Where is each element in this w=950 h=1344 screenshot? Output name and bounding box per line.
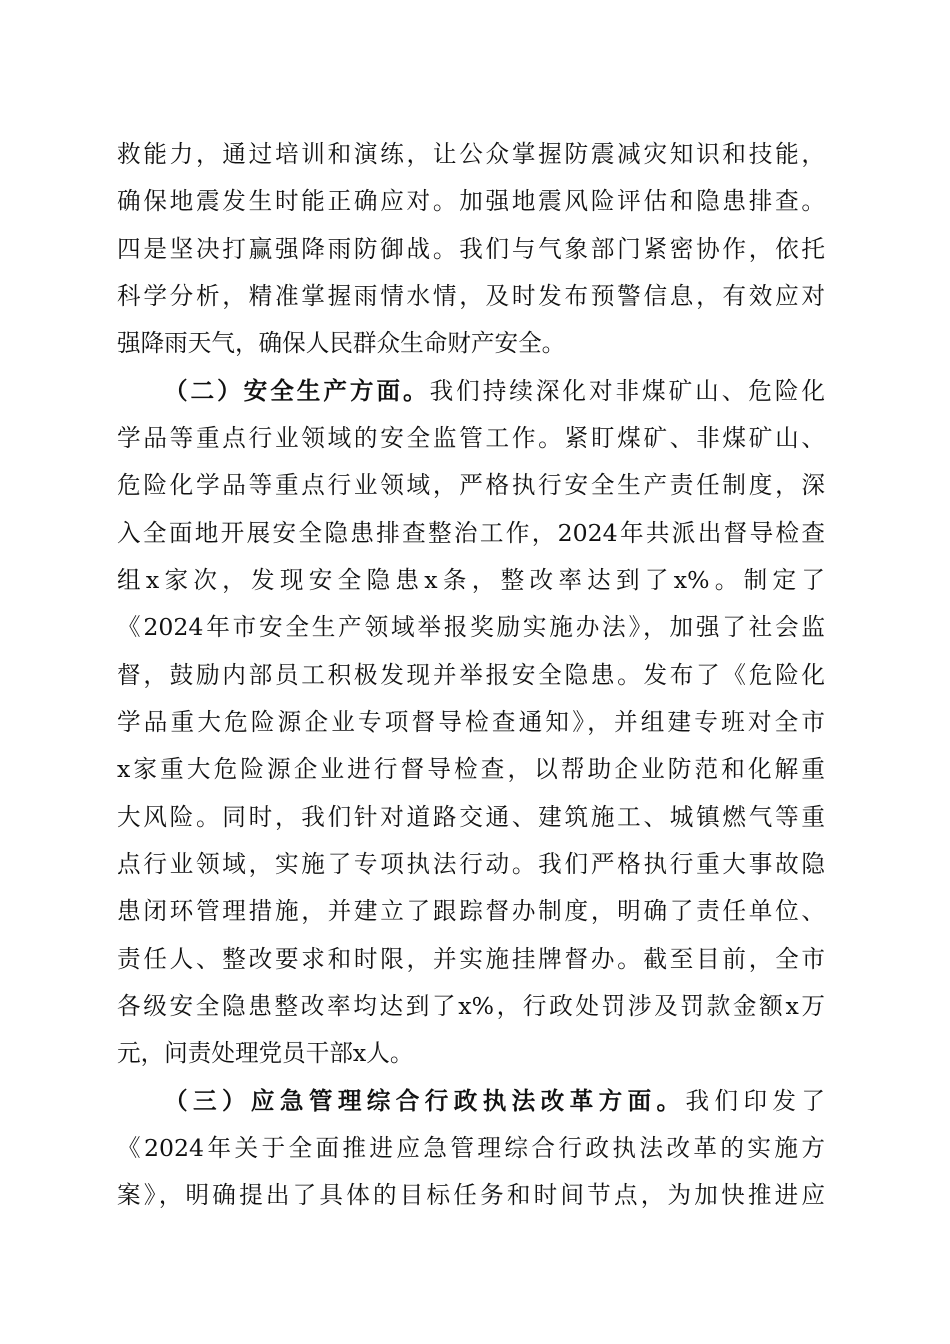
text-line: 案》，明确提出了具体的目标任务和时间节点，为加快推进应: [117, 1181, 825, 1210]
paragraph-3: [117, 1078, 825, 1220]
text-line: 四是坚决打赢强降雨防御战。我们与气象部门紧密协作，依托: [117, 234, 825, 263]
text-line: 组x家次，发现安全隐患x条，整改率达到了x%。制定了: [117, 565, 825, 594]
paragraph-2: [117, 368, 825, 1078]
text-line: 学品等重点行业领域的安全监管工作。紧盯煤矿、非煤矿山、: [117, 423, 825, 452]
text-line: 元，问责处理党员干部x人。: [117, 1039, 414, 1068]
section-heading: （三）应急管理综合行政执法改革方面。: [164, 1086, 686, 1115]
text-line: 督，鼓励内部员工积极发现并举报安全隐患。发布了《危险化: [117, 660, 825, 689]
text-line: 大风险。同时，我们针对道路交通、建筑施工、城镇燃气等重: [117, 802, 825, 831]
text-line: 各级安全隐患整改率均达到了x%，行政处罚涉及罚款金额x万: [117, 991, 825, 1020]
text-line: 救能力，通过培训和演练，让公众掌握防震减灾知识和技能，: [117, 140, 825, 168]
text-line: 学品重大危险源企业专项督导检查通知》，并组建专班对全市: [117, 707, 825, 736]
text-line: x家重大危险源企业进行督导检查，以帮助企业防范和化解重: [117, 755, 825, 784]
body-text: [117, 131, 825, 1220]
text-line: 危险化学品等重点行业领域，严格执行安全生产责任制度，深: [117, 471, 825, 500]
section-heading: （二）安全生产方面。: [164, 376, 430, 405]
text-line: 责任人、整改要求和时限，并实施挂牌督办。截至目前，全市: [117, 944, 825, 973]
text-line: [117, 1078, 825, 1125]
text-line: 入全面地开展安全隐患排查整治工作，2024年共派出督导检查: [117, 518, 825, 547]
text-line: 患闭环管理措施，并建立了跟踪督办制度，明确了责任单位、: [117, 897, 825, 926]
text-run: 我们持续深化对非煤矿山、危险化: [429, 376, 825, 405]
text-line: 《2024年市安全生产领域举报奖励实施办法》，加强了社会监: [117, 613, 825, 642]
text-line: 点行业领域，实施了专项执法行动。我们严格执行重大事故隐: [117, 849, 825, 878]
paragraph-1: [117, 131, 825, 368]
text-line: [117, 368, 825, 415]
text-line: 《2024年关于全面推进应急管理综合行政执法改革的实施方: [117, 1133, 825, 1162]
text-line: 科学分析，精准掌握雨情水情，及时发布预警信息，有效应对: [117, 281, 825, 310]
text-run: 我们印发了: [685, 1086, 825, 1115]
text-line: 确保地震发生时能正确应对。加强地震风险评估和隐患排查。: [117, 187, 825, 216]
text-line: 强降雨天气，确保人民群众生命财产安全。: [117, 329, 566, 358]
